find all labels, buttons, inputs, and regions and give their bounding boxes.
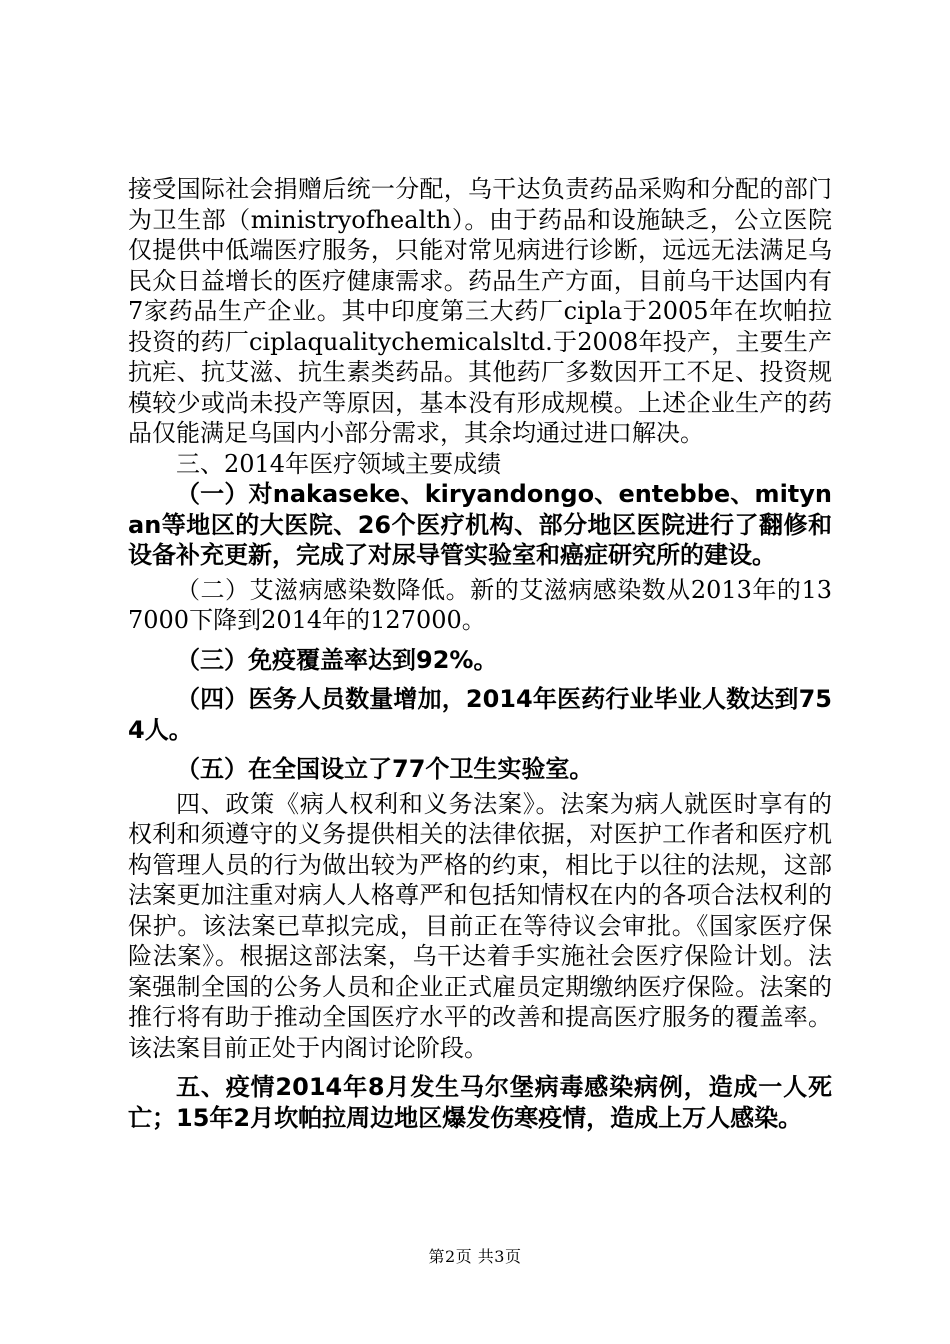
page-number-footer: 第2页 共3页 [428,1247,522,1266]
heading-achievements-2014: 三、2014年医疗领域主要成绩 [176,449,502,478]
paragraph-policy: 四、政策《病人权利和义务法案》。法案为病人就医时享有的权利和须遵守的义务提供相关的法律依据，对医护工作者和医疗机构管理人员的行为做出较为严格的约束，相比于以往的法规，这部法案更加注重对病人人格尊严和包括知情权在内的各项合法权利的保护。该法案已草拟完成，目前正在等待议会审批。《国家医疗保险法案》。根据这部法案，乌干达着手实施社会医疗保险计划。法案强制全国的公务人员和企业正式雇员定期缴纳医疗保险。法案的推行将有助于推动全国医疗水平的改善和提高医疗服务的覆盖率。该法案目前正处于内阁讨论阶段。 [128,789,832,1062]
paragraph-drug-supply: 接受国际社会捐赠后统一分配，乌干达负责药品采购和分配的部门为卫生部（ministryofhealth）。由于药品和设施缺乏，公立医院仅提供中低端医疗服务，只能对常见病进行诊断，远远无法满足乌民众日益增长的医疗健康需求。药品生产方面，目前乌干达国内有7家药品生产企业。其中印度第三大药厂cipla于2005年在坎帕拉投资的药厂ciplaqualitychemicalsltd.于2008年投产，主要生产抗疟、抗艾滋、抗生素类药品。其他药厂多数因开工不足、投资规模较少或尚未投产等原因，基本没有形成规模。上述企业生产的药品仅能满足乌国内小部分需求，其余均通过进口解决。 [128,175,832,447]
achievement-item-2: （二）艾滋病感染数降低。新的艾滋病感染数从2013年的137000下降到2014年的127000。 [128,575,832,634]
paragraph-epidemic: 五、疫情2014年8月发生马尔堡病毒感染病例，造成一人死亡；15年2月坎帕拉周边地区爆发伤寒疫情，造成上万人感染。 [128,1073,832,1132]
achievement-item-5: （五）在全国设立了77个卫生实验室。 [176,755,594,783]
achievement-item-1: （一）对nakaseke、kiryandongo、entebbe、mitynan等地区的大医院、26个医疗机构、部分地区医院进行了翻修和设备补充更新，完成了对尿导管实验室和癌症研究所的建设。 [128,480,832,569]
document-body [128,174,832,1133]
achievement-item-4: （四）医务人员数量增加，2014年医药行业毕业人数达到754人。 [128,685,832,744]
achievement-item-3: （三）免疫覆盖率达到92%。 [176,645,498,674]
